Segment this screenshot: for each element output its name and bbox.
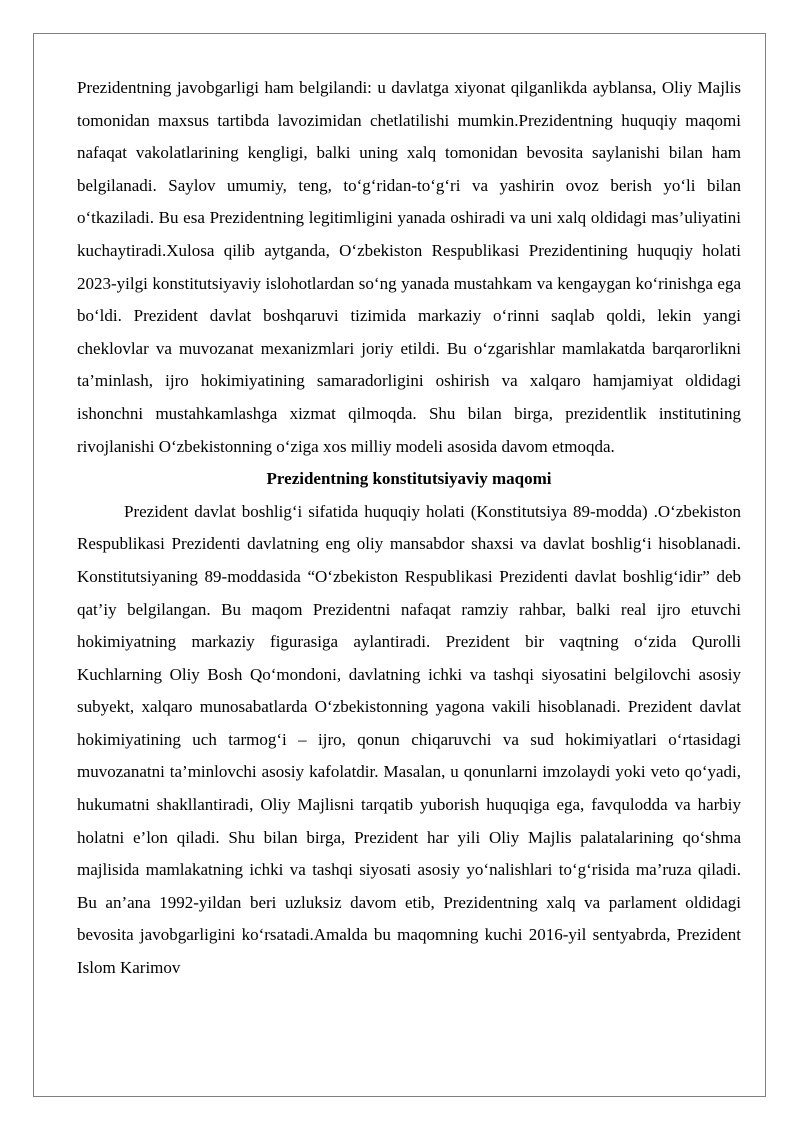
body-paragraph: Prezidentning javobgarligi ham belgilandi: u davlatga xiyonat qilganlikda ayblansa, Oliy Majlis tomonidan maxsus tartibda lavozimidan chetlatilishi mumkin.Prezidentning huquqiy maqomi nafaqat vakolatlarining kengligi, balki uning xalq tomonidan bevosita saylanishi bilan ham belgilanadi. Saylov umumiy, teng, to‘g‘ridan-to‘g‘ri va yashirin ovoz berish yo‘li bilan o‘tkaziladi. Bu esa Prezidentning legitimligini yanada oshiradi va uni xalq oldidagi mas’uliyatini kuchaytiradi.Xulosa qilib aytganda, O‘zbekiston Respublikasi Prezidentining huquqiy holati 2023-yilgi konstitutsiyaviy islohotlardan so‘ng yanada mustahkam va kengaygan ko‘rinishga ega bo‘ldi. Prezident davlat boshqaruvi tizimida markaziy o‘rinni saqlab qoldi, lekin yangi cheklovlar va muvozanat mexanizmlari joriy etildi. Bu o‘zgarishlar mamlakatda barqarorlikni ta’minlash, ijro hokimiyatining samaradorligini oshirish va xalqaro hamjamiyat oldidagi ishonchni mustahkamlashga xizmat qilmoqda. Shu bilan birga, prezidentlik institutining rivojlanishi O‘zbekistonning o‘ziga xos milliy modeli asosida davom etmoqda. xyxy=(77,78,741,456)
body-paragraph: Prezident davlat boshlig‘i sifatida huquqiy holati (Konstitutsiya 89-modda) .O‘zbekiston Respublikasi Prezidenti davlatning eng oliy mansabdor shaxsi va davlat boshlig‘i hisoblanadi. Konstitutsiyaning 89-moddasida “O‘zbekiston Respublikasi Prezidenti davlat boshlig‘idir” deb qat’iy belgilangan. Bu maqom Prezidentni nafaqat ramziy rahbar, balki real ijro etuvchi hokimiyatning markaziy figurasiga aylantiradi. Prezident bir vaqtning o‘zida Qurolli Kuchlarning Oliy Bosh Qo‘mondoni, davlatning ichki va tashqi siyosatini belgilovchi asosiy subyekt, xalqaro munosabatlarda O‘zbekistonning yagona vakili hisoblanadi. Prezident davlat hokimiyatining uch tarmog‘i – ijro, qonun chiqaruvchi va sud hokimiyatlari o‘rtasidagi muvozanatni ta’minlovchi asosiy kafolatdir. Masalan, u qonunlarni imzolaydi yoki veto qo‘yadi, hukumatni shakllantiradi, Oliy Majlisni tarqatib yuborish huquqiga ega, favqulodda va harbiy holatni e’lon qiladi. Shu bilan birga, Prezident har yili Oliy Majlis palatalarining qo‘shma majlisida mamlakatning ichki va tashqi siyosati asosiy yo‘nalishlari to‘g‘risida ma’ruza qiladi. Bu an’ana 1992-yildan beri uzluksiz davom etib, Prezidentning xalq va parlament oldidagi bevosita javobgarligini ko‘rsatadi.Amalda bu maqomning kuchi 2016-yil sentyabrda, Prezident Islom Karimov xyxy=(77,501,741,978)
document-body xyxy=(77,72,741,985)
section-heading: Prezidentning konstitutsiyaviy maqomi xyxy=(266,469,552,489)
